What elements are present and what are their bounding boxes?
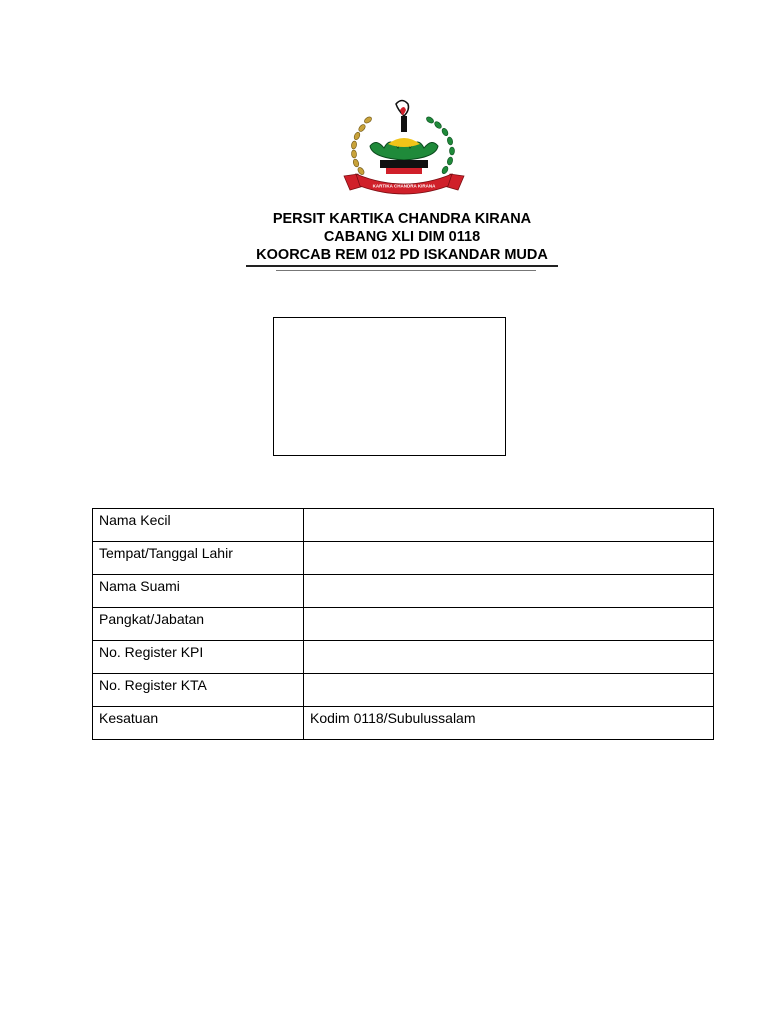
header-line-koorcab: KOORCAB REM 012 PD ISKANDAR MUDA (256, 247, 548, 263)
member-info-table (92, 508, 714, 740)
document-header (0, 210, 768, 264)
svg-text:KARTIKA CHANDRA KIRANA: KARTIKA CHANDRA KIRANA (372, 183, 436, 189)
header-line-organization: PERSIT KARTIKA CHANDRA KIRANA (272, 211, 532, 227)
row-label: Pangkat/Jabatan (93, 608, 304, 641)
header-divider-thick (246, 265, 558, 267)
table-row (93, 542, 714, 575)
row-label: Kesatuan (93, 707, 304, 740)
table-row (93, 674, 714, 707)
table-row (93, 641, 714, 674)
row-value-kesatuan[interactable]: Kodim 0118/Subulussalam (304, 707, 714, 740)
row-value-tempat-tanggal-lahir[interactable] (304, 542, 714, 575)
header-divider-thin (276, 270, 536, 271)
row-label: No. Register KTA (93, 674, 304, 707)
row-value-register-kta[interactable] (304, 674, 714, 707)
row-value-nama-suami[interactable] (304, 575, 714, 608)
photo-placeholder-box (273, 317, 506, 456)
row-value-nama-kecil[interactable] (304, 509, 714, 542)
row-value-pangkat-jabatan[interactable] (304, 608, 714, 641)
row-value-register-kpi[interactable] (304, 641, 714, 674)
persit-kck-emblem-icon (340, 98, 468, 202)
table-row (93, 575, 714, 608)
header-line-branch: CABANG XLI DIM 0118 (323, 229, 481, 245)
table-row (93, 509, 714, 542)
table-row (93, 707, 714, 740)
table-row (93, 608, 714, 641)
row-label: Nama Kecil (93, 509, 304, 542)
row-label: Tempat/Tanggal Lahir (93, 542, 304, 575)
row-label: Nama Suami (93, 575, 304, 608)
row-label: No. Register KPI (93, 641, 304, 674)
